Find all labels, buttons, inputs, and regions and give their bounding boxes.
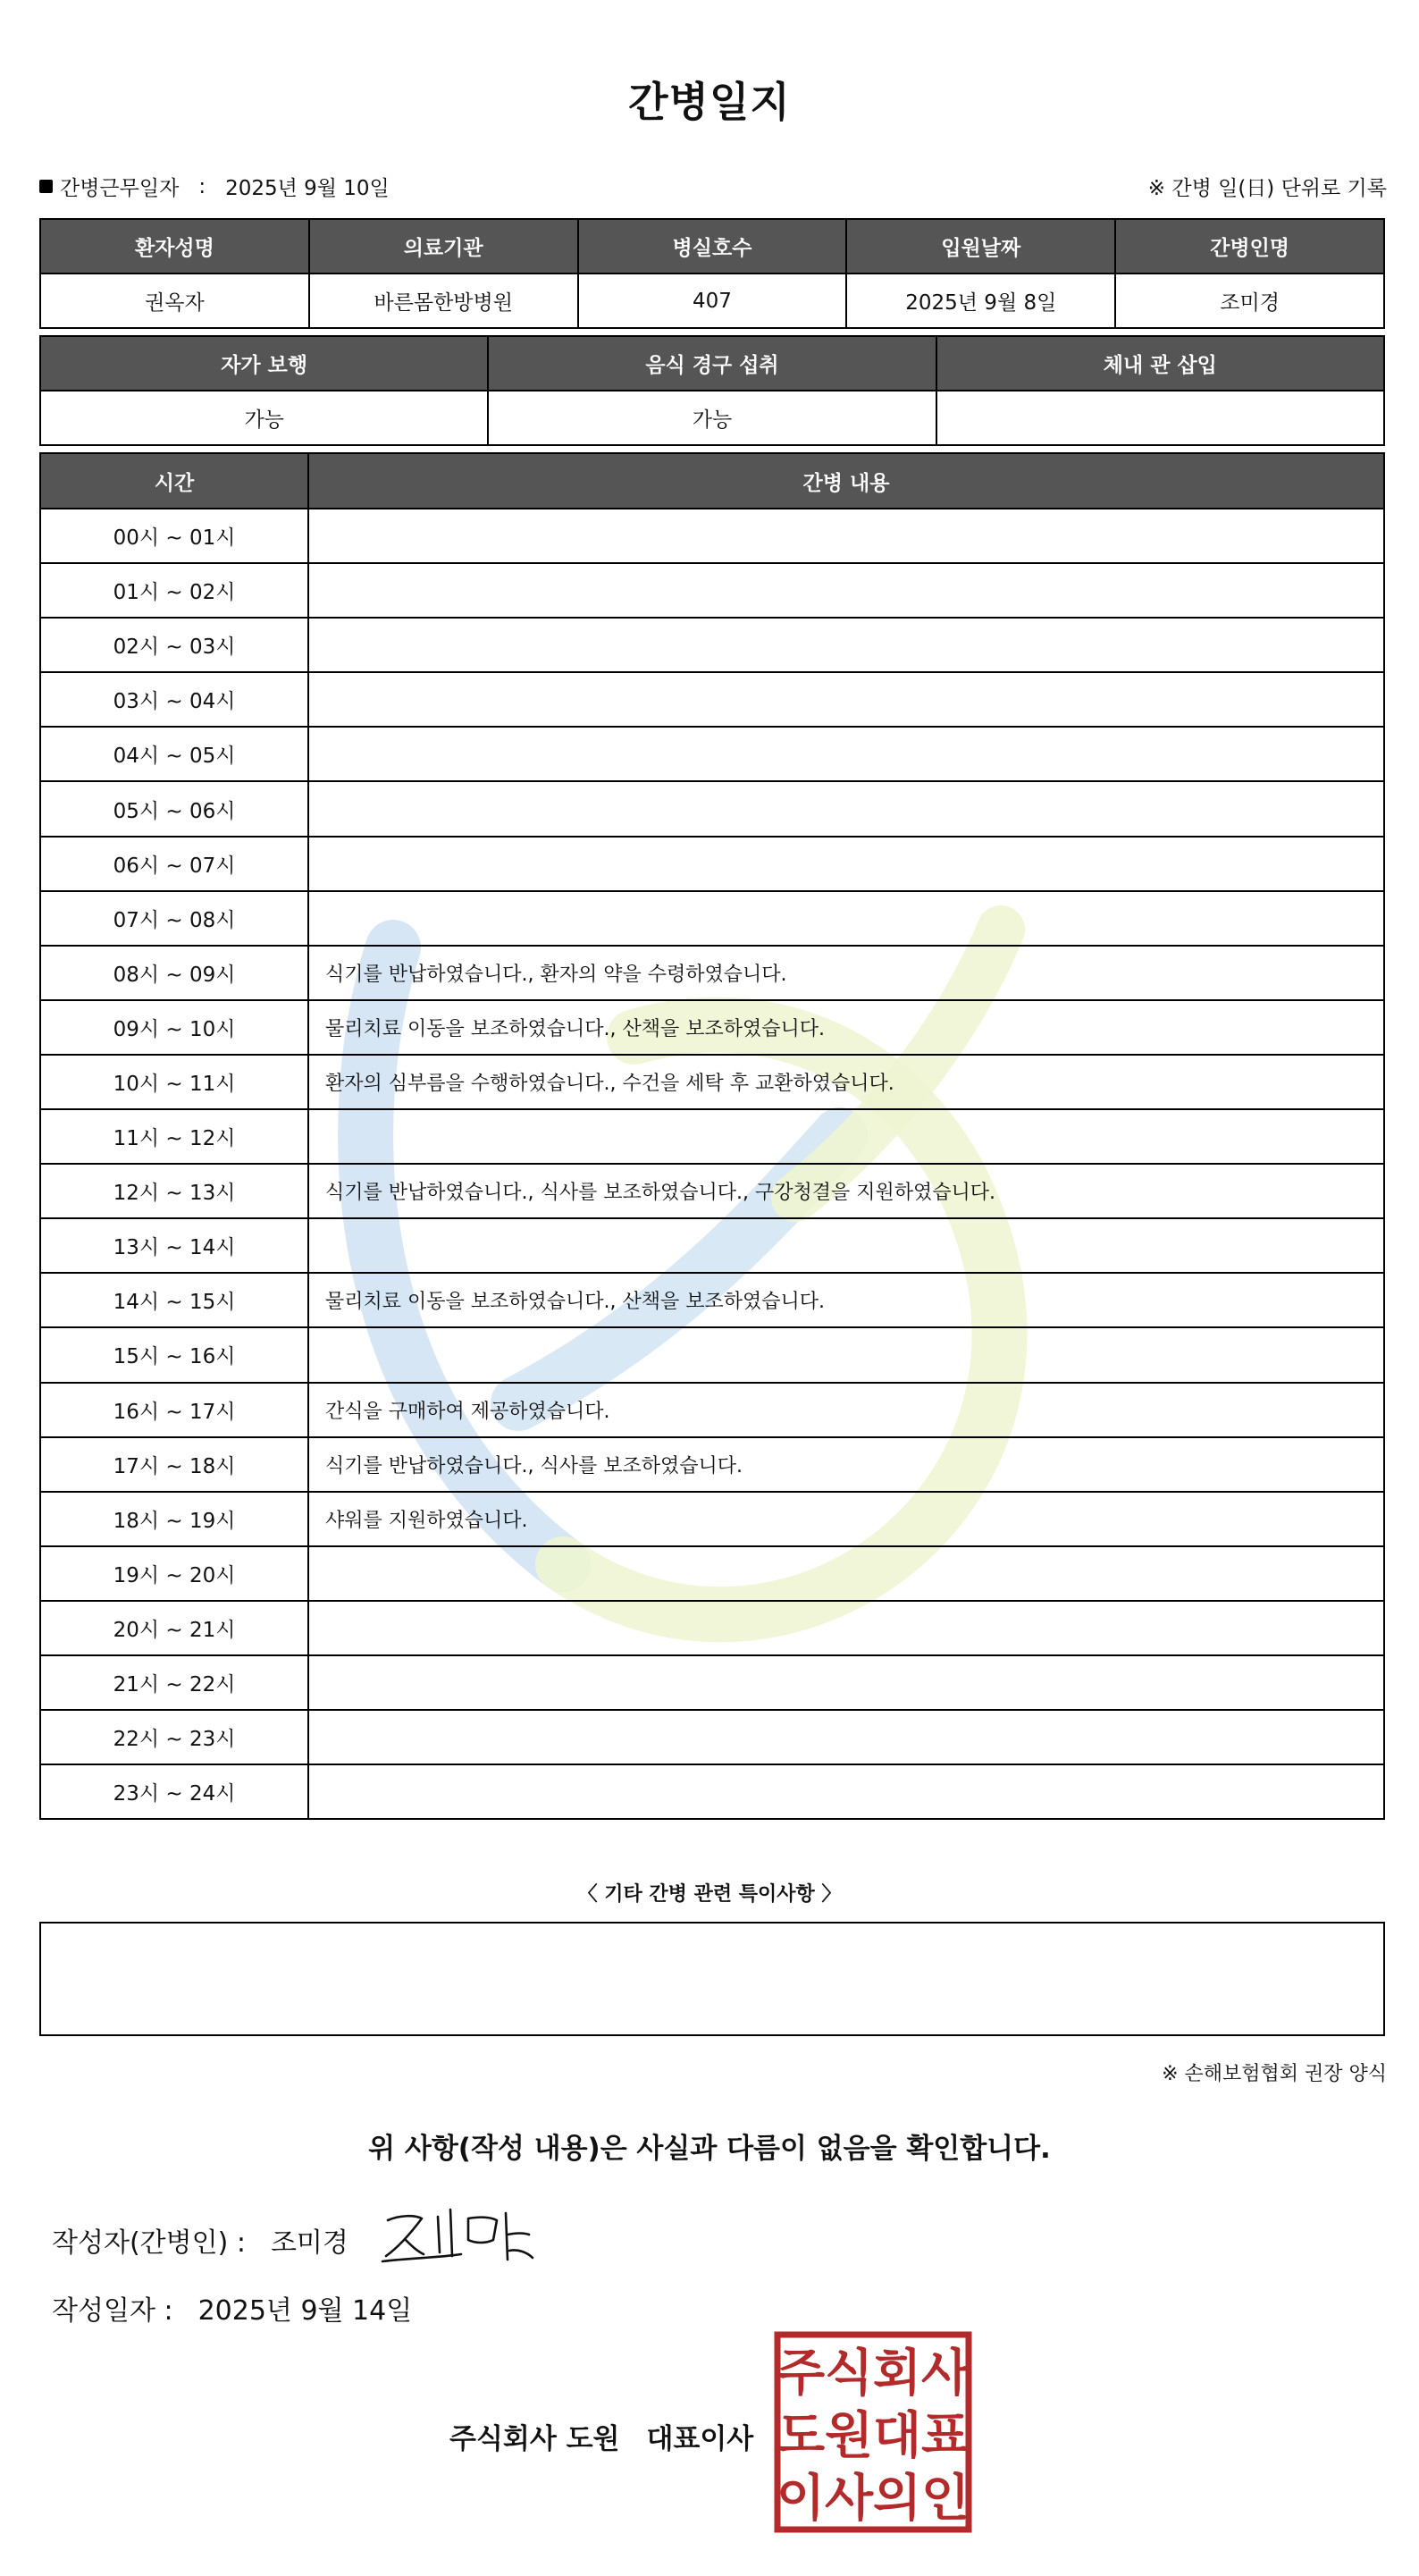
log-time-cell: 00시 ~ 01시 (40, 509, 308, 563)
log-content-cell (308, 1218, 1384, 1273)
header-oral-intake: 음식 경구 섭취 (488, 336, 936, 391)
log-time-cell: 20시 ~ 21시 (40, 1601, 308, 1655)
log-row (40, 1327, 1384, 1382)
header-tube-insertion: 체내 관 삽입 (936, 336, 1384, 391)
log-time-cell: 09시 ~ 10시 (40, 1000, 308, 1055)
status-header-row (40, 336, 1384, 391)
log-row (40, 1109, 1384, 1164)
admission-date: 2025년 9월 8일 (846, 274, 1115, 328)
log-time-cell: 07시 ~ 08시 (40, 891, 308, 946)
tube-insertion-value (936, 391, 1384, 445)
patient-name: 권옥자 (40, 274, 309, 328)
log-time-cell: 13시 ~ 14시 (40, 1218, 308, 1273)
header-admission-date: 입원날짜 (846, 219, 1115, 274)
log-row (40, 1055, 1384, 1109)
log-content-cell (308, 781, 1384, 836)
care-log-table (39, 452, 1385, 1820)
patient-header-row (40, 219, 1384, 274)
patient-info-table (39, 218, 1385, 329)
log-time-cell: 01시 ~ 02시 (40, 563, 308, 618)
log-row (40, 1492, 1384, 1546)
log-row (40, 618, 1384, 672)
header-time: 시간 (40, 453, 308, 509)
log-content-cell: 간식을 구매하여 제공하였습니다. (308, 1383, 1384, 1437)
log-row (40, 1218, 1384, 1273)
room-number: 407 (578, 274, 847, 328)
log-header-row (40, 453, 1384, 509)
header-care-content: 간병 내용 (308, 453, 1384, 509)
written-date-value: 2025년 9월 14일 (197, 2295, 413, 2327)
caregiver-name: 조미경 (1115, 274, 1384, 328)
square-bullet-icon (39, 180, 53, 193)
seal-character: 이 (776, 2470, 826, 2528)
header-patient-name: 환자성명 (40, 219, 309, 274)
log-time-cell: 12시 ~ 13시 (40, 1164, 308, 1218)
log-row (40, 891, 1384, 946)
log-time-cell: 02시 ~ 03시 (40, 618, 308, 672)
log-row (40, 672, 1384, 727)
log-time-cell: 04시 ~ 05시 (40, 727, 308, 781)
company-name: 주식회사 도원 (449, 2423, 620, 2455)
header-self-walking: 자가 보행 (40, 336, 488, 391)
log-time-cell: 16시 ~ 17시 (40, 1383, 308, 1437)
seal-character: 도 (776, 2407, 826, 2465)
log-content-cell: 물리치료 이동을 보조하였습니다., 산책을 보조하였습니다. (308, 1273, 1384, 1327)
log-content-cell (308, 727, 1384, 781)
log-time-cell: 14시 ~ 15시 (40, 1273, 308, 1327)
seal-character: 표 (920, 2407, 970, 2465)
patient-status-table (39, 335, 1385, 446)
log-content-cell (308, 509, 1384, 563)
log-content-cell: 환자의 심부름을 수행하였습니다., 수건을 세탁 후 교환하였습니다. (308, 1055, 1384, 1109)
document-title: 간병일지 (628, 78, 791, 126)
oral-intake-value: 가능 (488, 391, 936, 445)
seal-character: 인 (920, 2470, 970, 2528)
log-row (40, 781, 1384, 836)
log-time-cell: 11시 ~ 12시 (40, 1109, 308, 1164)
log-row (40, 837, 1384, 891)
confirmation-statement: 위 사항(작성 내용)은 사실과 다름이 없음을 확인합니다. (368, 2133, 1051, 2165)
log-row (40, 1383, 1384, 1437)
log-row (40, 1710, 1384, 1764)
log-time-cell: 21시 ~ 22시 (40, 1655, 308, 1710)
log-time-cell: 05시 ~ 06시 (40, 781, 308, 836)
log-row (40, 1764, 1384, 1819)
log-time-cell: 22시 ~ 23시 (40, 1710, 308, 1764)
log-row (40, 946, 1384, 1000)
log-content-cell (308, 1327, 1384, 1382)
company-title: 대표이사 (646, 2423, 754, 2455)
unit-note: ※ 간병 일(日) 단위로 기록 (1147, 177, 1387, 200)
log-content-cell: 물리치료 이동을 보조하였습니다., 산책을 보조하였습니다. (308, 1000, 1384, 1055)
writer-name: 조미경 (270, 2227, 348, 2259)
seal-character: 식 (824, 2344, 874, 2403)
seal-character: 대 (872, 2407, 922, 2465)
log-content-cell (308, 1655, 1384, 1710)
log-row (40, 1655, 1384, 1710)
writer-label: 작성자(간병인) : (52, 2227, 246, 2259)
handwritten-signature (375, 2201, 545, 2272)
form-note: ※ 손해보험협회 권장 양식 (1162, 2063, 1387, 2085)
log-content-cell (308, 1710, 1384, 1764)
log-content-cell (308, 1109, 1384, 1164)
log-row (40, 1437, 1384, 1492)
log-row (40, 1273, 1384, 1327)
header-hospital: 의료기관 (309, 219, 578, 274)
work-date-value: 2025년 9월 10일 (225, 177, 390, 200)
log-content-cell: 샤워를 지원하였습니다. (308, 1492, 1384, 1546)
self-walking-value: 가능 (40, 391, 488, 445)
log-time-cell: 03시 ~ 04시 (40, 672, 308, 727)
log-row (40, 1164, 1384, 1218)
seal-character: 원 (824, 2407, 874, 2465)
seal-character: 주 (776, 2344, 826, 2403)
log-row (40, 509, 1384, 563)
header-room: 병실호수 (578, 219, 847, 274)
log-content-cell (308, 1546, 1384, 1601)
log-content-cell (308, 618, 1384, 672)
log-time-cell: 08시 ~ 09시 (40, 946, 308, 1000)
log-time-cell: 15시 ~ 16시 (40, 1327, 308, 1382)
log-row (40, 1601, 1384, 1655)
log-time-cell: 23시 ~ 24시 (40, 1764, 308, 1819)
seal-character: 사 (824, 2470, 874, 2528)
log-time-cell: 06시 ~ 07시 (40, 837, 308, 891)
log-time-cell: 10시 ~ 11시 (40, 1055, 308, 1109)
writer-line (52, 2220, 348, 2260)
log-content-cell: 식기를 반납하였습니다., 환자의 약을 수령하였습니다. (308, 946, 1384, 1000)
seal-character: 사 (920, 2344, 970, 2403)
log-content-cell (308, 837, 1384, 891)
written-date-label: 작성일자 : (52, 2295, 173, 2327)
log-row (40, 563, 1384, 618)
log-time-cell: 17시 ~ 18시 (40, 1437, 308, 1492)
header-caregiver: 간병인명 (1115, 219, 1384, 274)
company-seal-stamp (774, 2331, 972, 2533)
log-content-cell: 식기를 반납하였습니다., 식사를 보조하였습니다., 구강청결을 지원하였습니다. (308, 1164, 1384, 1218)
log-content-cell: 식기를 반납하였습니다., 식사를 보조하였습니다. (308, 1437, 1384, 1492)
log-content-cell (308, 672, 1384, 727)
work-date-line (39, 172, 390, 201)
log-content-cell (308, 891, 1384, 946)
log-row (40, 1000, 1384, 1055)
log-time-cell: 19시 ~ 20시 (40, 1546, 308, 1601)
log-time-cell: 18시 ~ 19시 (40, 1492, 308, 1546)
hospital-name: 바른몸한방병원 (309, 274, 578, 328)
remarks-box (39, 1922, 1385, 2036)
log-row (40, 727, 1384, 781)
log-content-cell (308, 563, 1384, 618)
status-value-row (40, 391, 1384, 445)
seal-character: 회 (872, 2344, 922, 2403)
work-date-label: 간병근무일자 (60, 177, 180, 200)
remarks-title: 〈 기타 간병 관련 특이사항 〉 (577, 1883, 842, 1906)
log-content-cell (308, 1601, 1384, 1655)
log-content-cell (308, 1764, 1384, 1819)
log-row (40, 1546, 1384, 1601)
company-signature-line (449, 2416, 753, 2456)
written-date-line (52, 2288, 412, 2328)
work-date-separator: : (198, 174, 206, 198)
seal-character: 의 (872, 2470, 922, 2528)
patient-value-row (40, 274, 1384, 328)
